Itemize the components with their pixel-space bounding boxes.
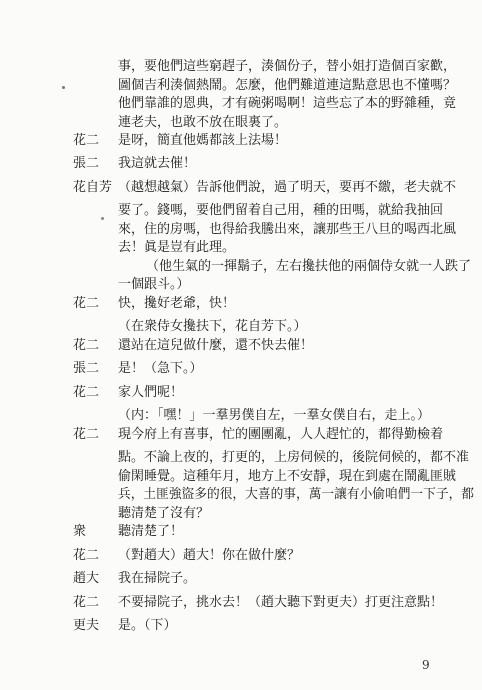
dialogue-line	[0, 467, 482, 486]
line-text: 聽清楚了沒有？	[118, 505, 210, 521]
line-text: 是。（下）	[118, 618, 177, 634]
dialogue-line	[0, 257, 482, 276]
dialogue-line	[0, 154, 482, 177]
dialogue-line	[0, 178, 482, 201]
dialogue-line	[0, 131, 482, 154]
dialogue-line	[0, 593, 482, 616]
dialogue-line	[0, 616, 482, 639]
dialogue-line	[0, 522, 482, 545]
line-text: 要了。錢嗎，要他們留着自己用，種的田嗎，就給我抽回	[118, 203, 444, 219]
speaker-name: 衆	[73, 524, 87, 540]
dialogue-line	[0, 336, 482, 359]
speaker-name: 張二	[73, 156, 100, 172]
speaker-name: 花二	[73, 133, 100, 148]
line-text: 我在掃院子。	[118, 571, 197, 587]
line-text: （在衆侍女攙扶下，花自芳下。）	[118, 319, 307, 335]
page-number: 9	[422, 658, 430, 672]
dialogue-line	[0, 57, 482, 76]
line-text: 是！（急下。）	[118, 361, 203, 377]
dialogue-line	[0, 317, 482, 336]
line-text: 快，攙好老爺，快！	[118, 295, 236, 311]
dialogue-line	[0, 448, 482, 467]
dialogue-line	[0, 504, 482, 523]
line-text: 現今府上有喜事，忙的團團亂，人人趕忙的，都得勤檢着	[118, 426, 444, 442]
dialogue-line	[0, 383, 482, 406]
speaker-name: 花二	[73, 384, 100, 400]
line-text: 還站在這兒做什麼，還不快去催！	[118, 337, 314, 353]
dialogue-line	[0, 485, 482, 504]
line-text: （他生氣的一揮鬍子，左右攙扶他的兩個侍女就一人跌了	[146, 258, 472, 274]
speaker-name: 花自芳	[73, 179, 113, 195]
line-text: 點。不論上夜的，打更的，上房伺候的，後院伺候的，都不准	[118, 450, 470, 466]
dialogue-line	[0, 76, 482, 95]
line-text: 偷閑睡覺。這種年月，地方上不安靜，現在到處在鬧亂匪賊	[118, 468, 457, 484]
line-text: 他們靠誰的恩典，才有碗粥喝啊！這些忘了本的野雜種，竟	[118, 96, 457, 111]
speaker-name: 張二	[73, 361, 100, 377]
dialogue-line	[0, 220, 482, 239]
speaker-name: 花二	[73, 295, 100, 311]
dialogue-line	[0, 238, 482, 257]
dialogue-block	[0, 57, 482, 640]
dialogue-line	[0, 113, 482, 132]
line-text: （對趙大）趙大！你在做什麼？	[118, 547, 301, 563]
dialogue-line	[0, 406, 482, 425]
dialogue-line	[0, 275, 482, 294]
line-text: 兵，土匪強盜多的很，大喜的事，萬一讓有小偷咱們一下子，都	[118, 487, 475, 503]
dialogue-line	[0, 425, 482, 448]
line-text: 一個跟斗。）	[118, 277, 190, 293]
speaker-name: 花二	[73, 426, 100, 442]
speaker-name: 趙大	[73, 571, 100, 587]
line-text: 圖個吉利湊個熱鬧。怎麼，他們難道連這點意思也不懂嗎？	[118, 77, 457, 93]
line-text: 去！眞是豈有此理。	[118, 240, 236, 256]
line-text: 我這就去催！	[118, 156, 197, 172]
line-text: 連老夫，也敢不放在眼裏了。	[118, 114, 288, 130]
line-text: （越想越氣）告訴他們說，過了明天，要再不繳，老夫就不	[118, 179, 457, 195]
line-text: 是呀，簡直他媽都該上法場！	[118, 133, 288, 148]
speaker-name: 花二	[73, 547, 100, 563]
line-text: 聽清楚了！	[118, 524, 184, 540]
dialogue-line	[0, 359, 482, 382]
speaker-name: 更夫	[73, 618, 100, 634]
speaker-name: 花二	[73, 337, 100, 353]
line-text: 事，要他們這些窮趕子，湊個份子，替小姐打造個百家歡，	[118, 59, 457, 74]
line-text: （内：「嘿！」一羣男僕自左，一羣女僕自右，走上。）	[118, 408, 431, 424]
dialogue-line	[0, 94, 482, 113]
line-text: 不要掃院子，挑水去！（趙大聽下對更夫）打更注意點！	[118, 594, 444, 610]
line-text: 來，住的房嗎，也得給我騰出來，讓那些王八旦的喝西北風	[118, 221, 457, 237]
speaker-name: 花二	[73, 594, 100, 610]
dialogue-line	[0, 569, 482, 592]
dialogue-line	[0, 294, 482, 317]
line-text: 家人們呢！	[118, 384, 184, 400]
dialogue-line	[0, 546, 482, 569]
dialogue-line	[0, 201, 482, 220]
